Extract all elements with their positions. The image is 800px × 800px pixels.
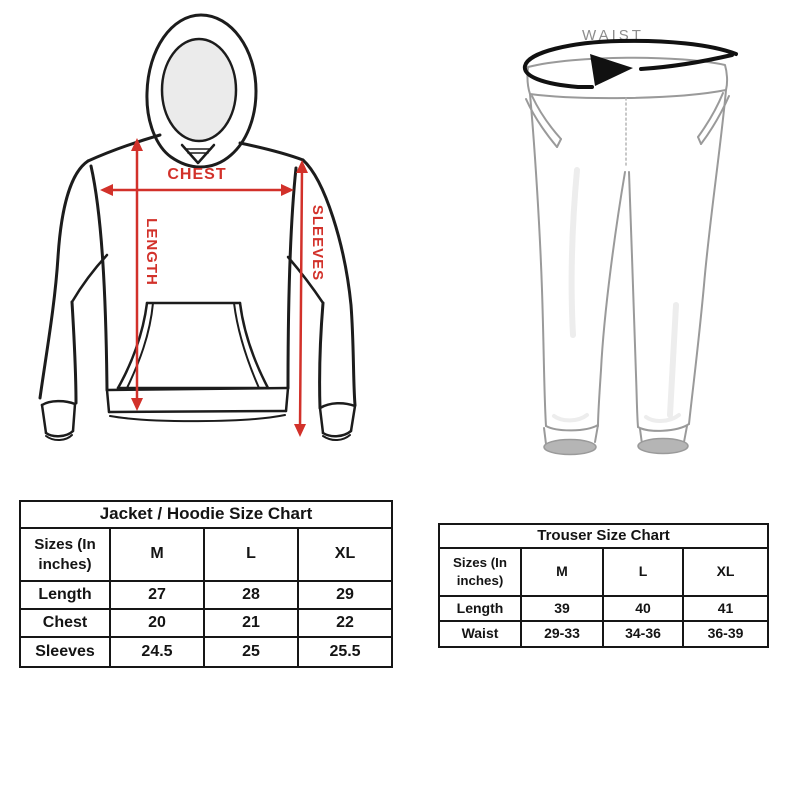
waist-label: WAIST	[582, 27, 644, 44]
trouser-outline	[526, 58, 729, 455]
header-cell-xl: XL	[298, 528, 392, 581]
row-label-cell: Waist	[439, 621, 521, 647]
row-label-cell: Sleeves	[20, 637, 110, 667]
hood-lining	[162, 39, 236, 141]
table-title-row	[20, 501, 392, 528]
chest-measurement-label: CHEST	[167, 166, 227, 183]
table-row	[20, 581, 392, 609]
header-cell-m: M	[110, 528, 204, 581]
table-row	[439, 596, 768, 621]
size-value-cell: 22	[298, 609, 392, 637]
size-value-cell: 41	[683, 596, 768, 621]
jacket-size-table	[19, 500, 393, 668]
body-left-edge	[91, 166, 107, 390]
header-cell-xl: XL	[683, 548, 768, 596]
size-value-cell: 28	[204, 581, 298, 609]
right-cuff	[638, 424, 689, 454]
chest-arrowhead-left	[100, 184, 113, 196]
left-leg-inseam	[598, 172, 625, 426]
table-header-row	[439, 548, 768, 596]
header-cell-sizes: Sizes (In inches)	[20, 528, 110, 581]
header-cell-l: L	[204, 528, 298, 581]
right-sleeve-inner	[320, 303, 323, 408]
header-cell-m: M	[521, 548, 603, 596]
left-cuff	[544, 425, 598, 455]
length-arrowhead-bottom	[131, 398, 143, 411]
size-value-cell: 20	[110, 609, 204, 637]
hoodie-outline	[40, 15, 355, 440]
chest-arrowhead-right	[281, 184, 294, 196]
table-row	[20, 637, 392, 667]
size-value-cell: 25.5	[298, 637, 392, 667]
right-leg-inseam	[629, 172, 638, 427]
size-value-cell: 39	[521, 596, 603, 621]
right-cuff	[320, 403, 355, 440]
size-value-cell: 29	[298, 581, 392, 609]
length-measurement-label: LENGTH	[143, 218, 160, 286]
header-cell-sizes: Sizes (In inches)	[439, 548, 521, 596]
right-leg-outer	[689, 90, 726, 424]
body-right-edge	[288, 168, 296, 388]
size-value-cell: 34-36	[603, 621, 683, 647]
right-shoulder	[240, 143, 303, 160]
left-cuff	[42, 401, 75, 440]
sleeves-arrowhead-bottom	[294, 424, 306, 437]
size-value-cell: 29-33	[521, 621, 603, 647]
fabric-shading	[554, 170, 679, 421]
left-sleeve-outer	[40, 161, 88, 398]
kangaroo-pocket	[118, 303, 268, 388]
left-leg-opening	[544, 440, 596, 455]
table-row	[20, 609, 392, 637]
header-cell-l: L	[603, 548, 683, 596]
hoodie-illustration	[20, 5, 410, 485]
table-title-row	[439, 524, 768, 548]
table-row	[439, 621, 768, 647]
right-leg-opening	[638, 439, 688, 454]
trouser-size-table	[438, 523, 769, 648]
size-value-cell: 21	[204, 609, 298, 637]
row-label-cell: Chest	[20, 609, 110, 637]
size-value-cell: 36-39	[683, 621, 768, 647]
left-leg-outer	[530, 94, 546, 426]
measurement-annotations	[100, 138, 326, 437]
left-sleeve-inner	[72, 302, 76, 403]
row-label-cell: Length	[439, 596, 521, 621]
sleeves-measurement-label: SLEEVES	[309, 204, 326, 282]
size-value-cell: 25	[204, 637, 298, 667]
trouser-table-title: Trouser Size Chart	[439, 524, 768, 548]
size-value-cell: 27	[110, 581, 204, 609]
trouser-illustration	[480, 10, 760, 480]
jacket-table-title: Jacket / Hoodie Size Chart	[20, 501, 392, 528]
left-shoulder	[88, 135, 160, 161]
size-value-cell: 24.5	[110, 637, 204, 667]
right-sleeve-outer	[303, 160, 355, 405]
size-value-cell: 40	[603, 596, 683, 621]
sleeves-arrow-line	[300, 168, 302, 429]
table-header-row	[20, 528, 392, 581]
row-label-cell: Length	[20, 581, 110, 609]
